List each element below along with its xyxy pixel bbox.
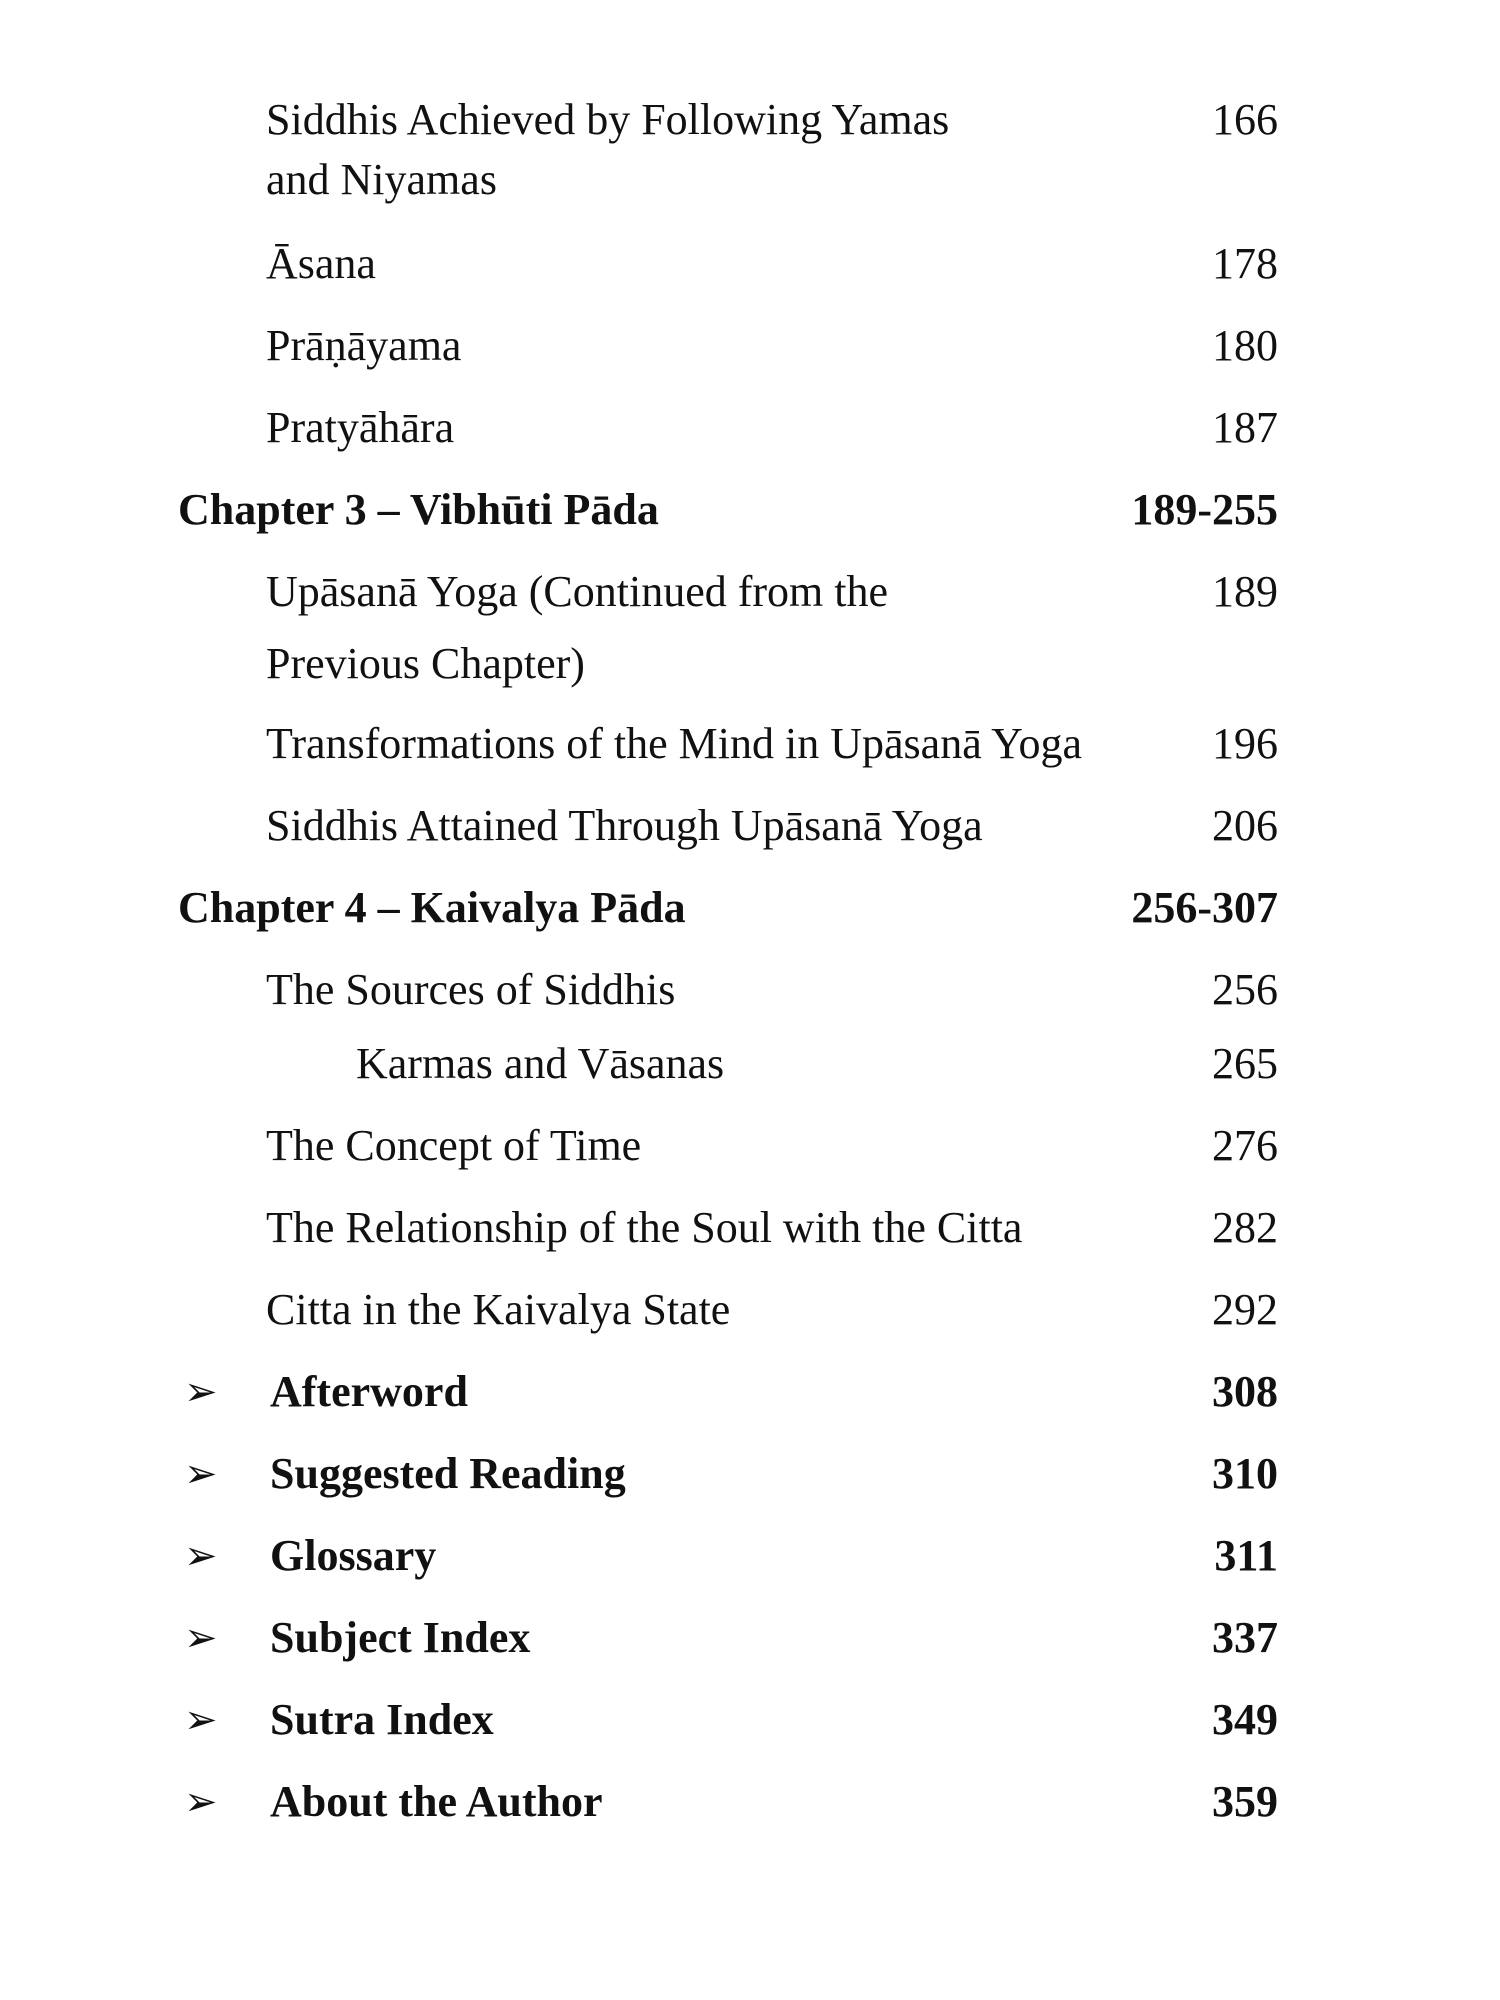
toc-entry-title-line-2: and Niyamas — [266, 155, 497, 204]
toc-entry-page-number: 187 — [1212, 403, 1278, 452]
toc-entry-title: Citta in the Kaivalya State — [266, 1285, 731, 1334]
chapter-title: Chapter 4 – Kaivalya Pāda — [178, 883, 686, 932]
toc-entry-title-line-1: Siddhis Achieved by Following Yamas — [266, 95, 950, 144]
toc-entry-title: The Relationship of the Soul with the Citta — [266, 1203, 1023, 1252]
toc-entry-page-number: 310 — [1212, 1449, 1278, 1498]
toc-entry-title: Glossary — [270, 1531, 437, 1580]
toc-entry-page-number: 256 — [1212, 965, 1278, 1014]
arrow-bullet-icon: ➢ — [184, 1533, 218, 1578]
toc-entry-page-number: 308 — [1212, 1367, 1278, 1416]
chapter-page-range: 189-255 — [1131, 485, 1278, 534]
toc-entry-page-number: 180 — [1212, 321, 1278, 370]
toc-entry-title: Transformations of the Mind in Upāsanā Yoga — [266, 719, 1082, 768]
toc-entry-title: Pratyāhāra — [266, 403, 455, 452]
chapter-page-range: 256-307 — [1131, 883, 1278, 932]
toc-entry-title: Suggested Reading — [270, 1449, 626, 1498]
toc-entry-title: Prāṇāyama — [266, 321, 462, 370]
toc-entry-page-number: 265 — [1212, 1039, 1278, 1088]
toc-entry-page-number: 311 — [1214, 1531, 1278, 1580]
arrow-bullet-icon: ➢ — [184, 1779, 218, 1824]
toc-entry-page-number: 359 — [1212, 1777, 1278, 1826]
toc-entry-title: The Concept of Time — [266, 1121, 642, 1170]
toc-entry-title: Afterword — [270, 1367, 468, 1416]
toc-entry-title: Āsana — [266, 239, 376, 288]
toc-entry-title-line-1: Upāsanā Yoga (Continued from the — [266, 567, 889, 616]
toc-entry-page-number: 189 — [1212, 567, 1278, 616]
arrow-bullet-icon: ➢ — [184, 1451, 218, 1496]
arrow-bullet-icon: ➢ — [184, 1615, 218, 1660]
arrow-bullet-icon: ➢ — [184, 1697, 218, 1742]
toc-entry-title: Karmas and Vāsanas — [356, 1039, 725, 1088]
toc-entry-page-number: 276 — [1212, 1121, 1278, 1170]
toc-entry-title-line-2: Previous Chapter) — [266, 639, 585, 688]
toc-entry-title: Sutra Index — [270, 1695, 494, 1744]
toc-entry-title: Subject Index — [270, 1613, 531, 1662]
toc-entry-page-number: 349 — [1212, 1695, 1278, 1744]
toc-entry-title: Siddhis Attained Through Upāsanā Yoga — [266, 801, 983, 850]
toc-entry-page-number: 166 — [1212, 95, 1278, 144]
toc-entry-page-number: 206 — [1212, 801, 1278, 850]
toc-entry-title: About the Author — [270, 1777, 603, 1826]
toc-entry-page-number: 337 — [1212, 1613, 1278, 1662]
chapter-title: Chapter 3 – Vibhūti Pāda — [178, 485, 659, 534]
toc-entry-page-number: 282 — [1212, 1203, 1278, 1252]
toc-entry-title: The Sources of Siddhis — [266, 965, 676, 1014]
arrow-bullet-icon: ➢ — [184, 1369, 218, 1414]
toc-entry-page-number: 196 — [1212, 719, 1278, 768]
toc-entry-page-number: 292 — [1212, 1285, 1278, 1334]
toc-entry-page-number: 178 — [1212, 239, 1278, 288]
